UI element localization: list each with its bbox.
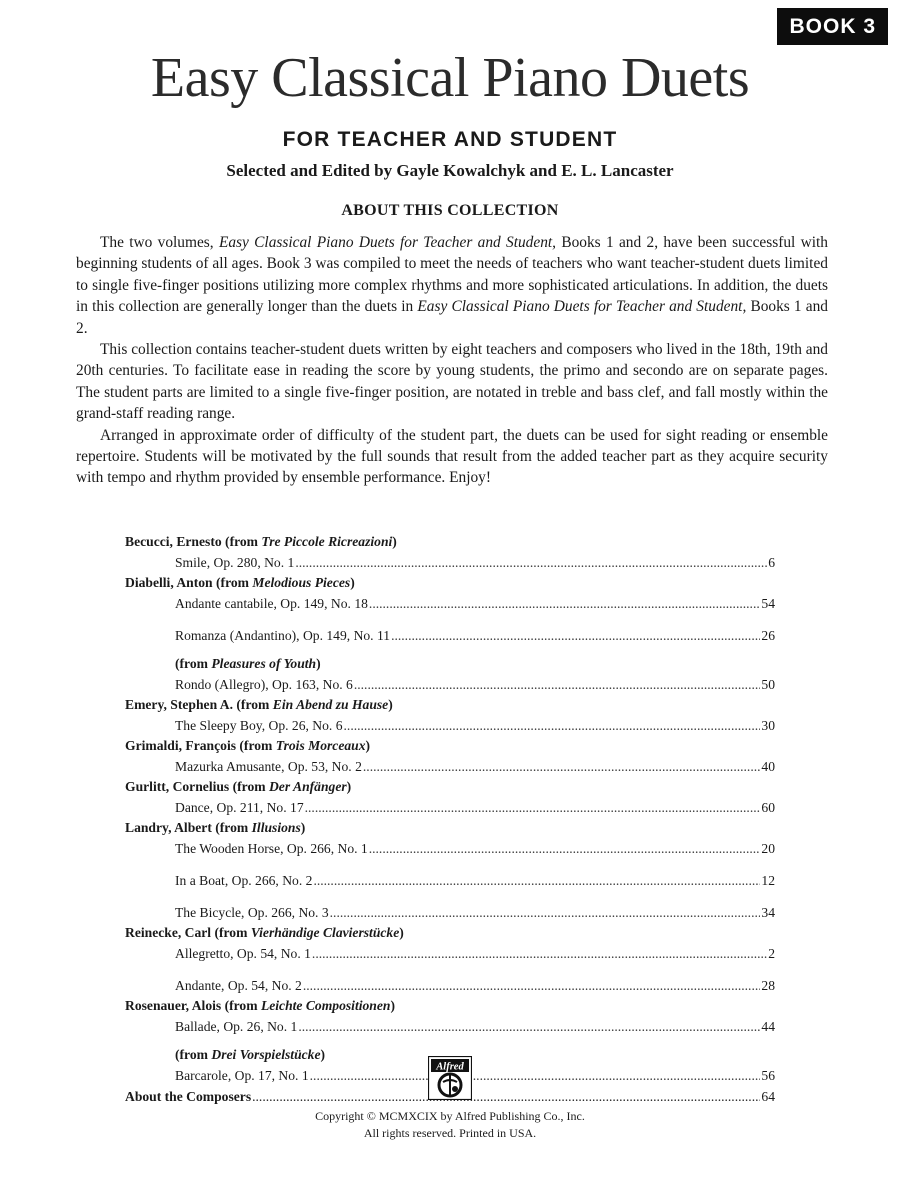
toc-entry-title: Andante cantabile, Op. 149, No. 18 — [175, 596, 368, 611]
about-heading: ABOUT THIS COLLECTION — [341, 202, 559, 219]
paren: ) — [350, 575, 355, 590]
toc-composer-becucci — [125, 532, 775, 552]
paren: (from — [175, 1047, 212, 1062]
about-paragraph-2: This collection contains teacher-student duets written by eight teachers and composers who lived in the 18th, 19th and 20th centuries. To facilitate ease in reading the score by young students, the primo and secondo are on separate pages. The student parts are limited to a single five-finger position, are notated in treble and bass clef, and fall mostly within the grand-staff reading range. — [76, 341, 828, 423]
paren: ) — [316, 656, 321, 671]
work-title: Der Anfänger — [268, 779, 347, 794]
composer-name: Rosenauer, Alois (from — [125, 998, 261, 1013]
work-title: Leichte Compositionen — [260, 998, 391, 1013]
book-number-badge: BOOK 3 — [777, 8, 888, 45]
composer-name: Grimaldi, François (from — [125, 738, 276, 753]
copyright-notice — [0, 1108, 900, 1142]
leader-dots — [305, 797, 761, 818]
book-title-italic: Easy Classical Piano Duets for Teacher and Student, — [417, 298, 747, 316]
paren: ) — [320, 1047, 326, 1062]
paren: ) — [392, 534, 397, 549]
composer-name: Reinecke, Carl (from — [125, 925, 251, 940]
toc-composer-grimaldi — [125, 736, 775, 756]
book-title-italic: Easy Classical Piano Duets for Teacher and Student, — [218, 234, 557, 251]
toc-entry[interactable] — [125, 756, 775, 777]
paren: ) — [346, 779, 352, 794]
toc-page-number: 40 — [761, 759, 775, 774]
leader-dots — [312, 943, 767, 964]
about-text — [76, 232, 828, 489]
leader-dots — [298, 1016, 760, 1037]
work-title: Pleasures of Youth — [211, 656, 317, 671]
toc-page-number: 64 — [761, 1089, 775, 1104]
paren: ) — [390, 998, 395, 1013]
leader-dots — [313, 870, 760, 891]
paren: ) — [365, 738, 371, 753]
text-run: Books 1 and 2, have been successful with beginning students of all ages. Book 3 was compiled to meet the needs of teachers who want teacher-student duets limited to single five-finger positions utilizing more complex rhythms and more sophisticated articulations. In addition, the duets in this collection are generally longer than the duets in — [76, 234, 828, 316]
toc-page-number: 54 — [761, 596, 775, 611]
toc-entry[interactable] — [125, 797, 775, 818]
toc-entry-title: Dance, Op. 211, No. 17 — [175, 800, 304, 815]
work-title: Vierhändige Clavierstücke — [250, 925, 400, 940]
toc-page-number: 50 — [761, 677, 775, 692]
leader-dots — [363, 756, 761, 777]
leader-dots — [344, 715, 761, 736]
paren: ) — [388, 697, 393, 712]
leader-dots — [369, 593, 760, 614]
toc-entry[interactable] — [125, 902, 775, 923]
toc-entry[interactable] — [125, 593, 775, 614]
toc-composer-landry — [125, 818, 775, 838]
leader-dots — [330, 902, 761, 923]
composer-name: Emery, Stephen A. (from — [125, 697, 273, 712]
toc-page-number: 34 — [761, 905, 775, 920]
work-title: Trois Morceaux — [275, 738, 366, 753]
work-title: Tre Piccole Ricreazioni — [261, 534, 393, 549]
leader-dots — [303, 975, 761, 996]
leader-dots — [391, 625, 760, 646]
paren: ) — [300, 820, 306, 835]
toc-entry[interactable] — [125, 1016, 775, 1037]
leader-dots — [310, 1065, 761, 1086]
toc-entry[interactable] — [125, 715, 775, 736]
toc-entry-title: Andante, Op. 54, No. 2 — [175, 978, 302, 993]
work-title: Melodious Pieces — [252, 575, 351, 590]
toc-entry[interactable] — [125, 943, 775, 964]
toc-entry-title: The Sleepy Boy, Op. 26, No. 6 — [175, 718, 343, 733]
composer-name: Becucci, Ernesto (from — [125, 534, 262, 549]
toc-page-number: 2 — [768, 946, 775, 961]
toc-entry[interactable] — [125, 674, 775, 695]
toc-entry-title: About the Composers — [125, 1089, 252, 1104]
toc-composer-diabelli — [125, 573, 775, 593]
toc-composer-reinecke — [125, 923, 775, 943]
copyright-line: Copyright © MCMXCIX by Alfred Publishing Co., Inc. — [315, 1109, 585, 1123]
logo-text: Alfred — [436, 1061, 464, 1073]
toc-entry[interactable] — [125, 625, 775, 646]
toc-entry-title: Romanza (Andantino), Op. 149, No. 11 — [175, 628, 391, 643]
paren: ) — [399, 925, 404, 940]
toc-entry[interactable] — [125, 975, 775, 996]
toc-entry-title: In a Boat, Op. 266, No. 2 — [175, 873, 313, 888]
text-run: The two volumes, — [100, 234, 219, 251]
toc-page-number: 28 — [761, 978, 775, 993]
composer-name: Gurlitt, Cornelius (from — [125, 779, 269, 794]
toc-composer-rosenauer — [125, 996, 775, 1016]
text-run: Books 1 and 2. — [76, 298, 828, 337]
toc-page-number: 60 — [761, 800, 775, 815]
composer-name: Diabelli, Anton (from — [125, 575, 253, 590]
toc-page-number: 12 — [761, 873, 775, 888]
work-title: Ein Abend zu Hause — [272, 697, 389, 712]
composer-name: Landry, Albert (from — [125, 820, 252, 835]
toc-entry-title: Allegretto, Op. 54, No. 1 — [175, 946, 311, 961]
toc-page-number: 20 — [761, 841, 775, 856]
toc-entry[interactable] — [125, 838, 775, 859]
toc-entry-title: Mazurka Amusante, Op. 53, No. 2 — [175, 759, 362, 774]
paren: (from — [175, 656, 212, 671]
toc-entry-title: The Bicycle, Op. 266, No. 3 — [175, 905, 329, 920]
toc-entry-title: Smile, Op. 280, No. 1 — [175, 555, 295, 570]
toc-entry-title: Rondo (Allegro), Op. 163, No. 6 — [175, 677, 353, 692]
subtitle: FOR TEACHER AND STUDENT — [282, 128, 618, 151]
table-of-contents — [125, 532, 775, 1107]
toc-page-number: 56 — [761, 1068, 775, 1083]
toc-entry-title: Ballade, Op. 26, No. 1 — [175, 1019, 298, 1034]
about-paragraph-3: Arranged in approximate order of difficulty of the student part, the duets can be used for sight reading or ensemble repertoire. Students will be motivated by the full sounds that result from the added teacher part as they acquire security with tempo and rhythm provided by ensemble performance. Enjoy! — [76, 426, 828, 487]
alfred-logo-icon — [428, 1056, 472, 1100]
leader-dots — [252, 1086, 760, 1107]
toc-composer-emery — [125, 695, 775, 715]
toc-page-number: 44 — [761, 1019, 775, 1034]
toc-entry[interactable] — [125, 870, 775, 891]
toc-entry[interactable] — [125, 552, 775, 573]
toc-page-number: 26 — [761, 628, 775, 643]
toc-page-number: 30 — [761, 718, 775, 733]
toc-composer-gurlitt — [125, 777, 775, 797]
work-title: Illusions — [251, 820, 301, 835]
work-title: Drei Vorspielstücke — [211, 1047, 321, 1062]
about-paragraph-1 — [76, 232, 828, 339]
editors-line: Selected and Edited by Gayle Kowalchyk and E. L. Lancaster — [226, 161, 674, 180]
leader-dots — [354, 674, 761, 695]
toc-entry-title: Barcarole, Op. 17, No. 1 — [175, 1068, 309, 1083]
rights-line: All rights reserved. Printed in USA. — [363, 1126, 537, 1140]
toc-subcollection — [125, 654, 775, 674]
page-title: Easy Classical Piano Duets — [150, 47, 750, 109]
toc-entry-title: The Wooden Horse, Op. 266, No. 1 — [175, 841, 368, 856]
leader-dots — [295, 552, 767, 573]
leader-dots — [369, 838, 761, 859]
toc-page-number: 6 — [768, 555, 775, 570]
